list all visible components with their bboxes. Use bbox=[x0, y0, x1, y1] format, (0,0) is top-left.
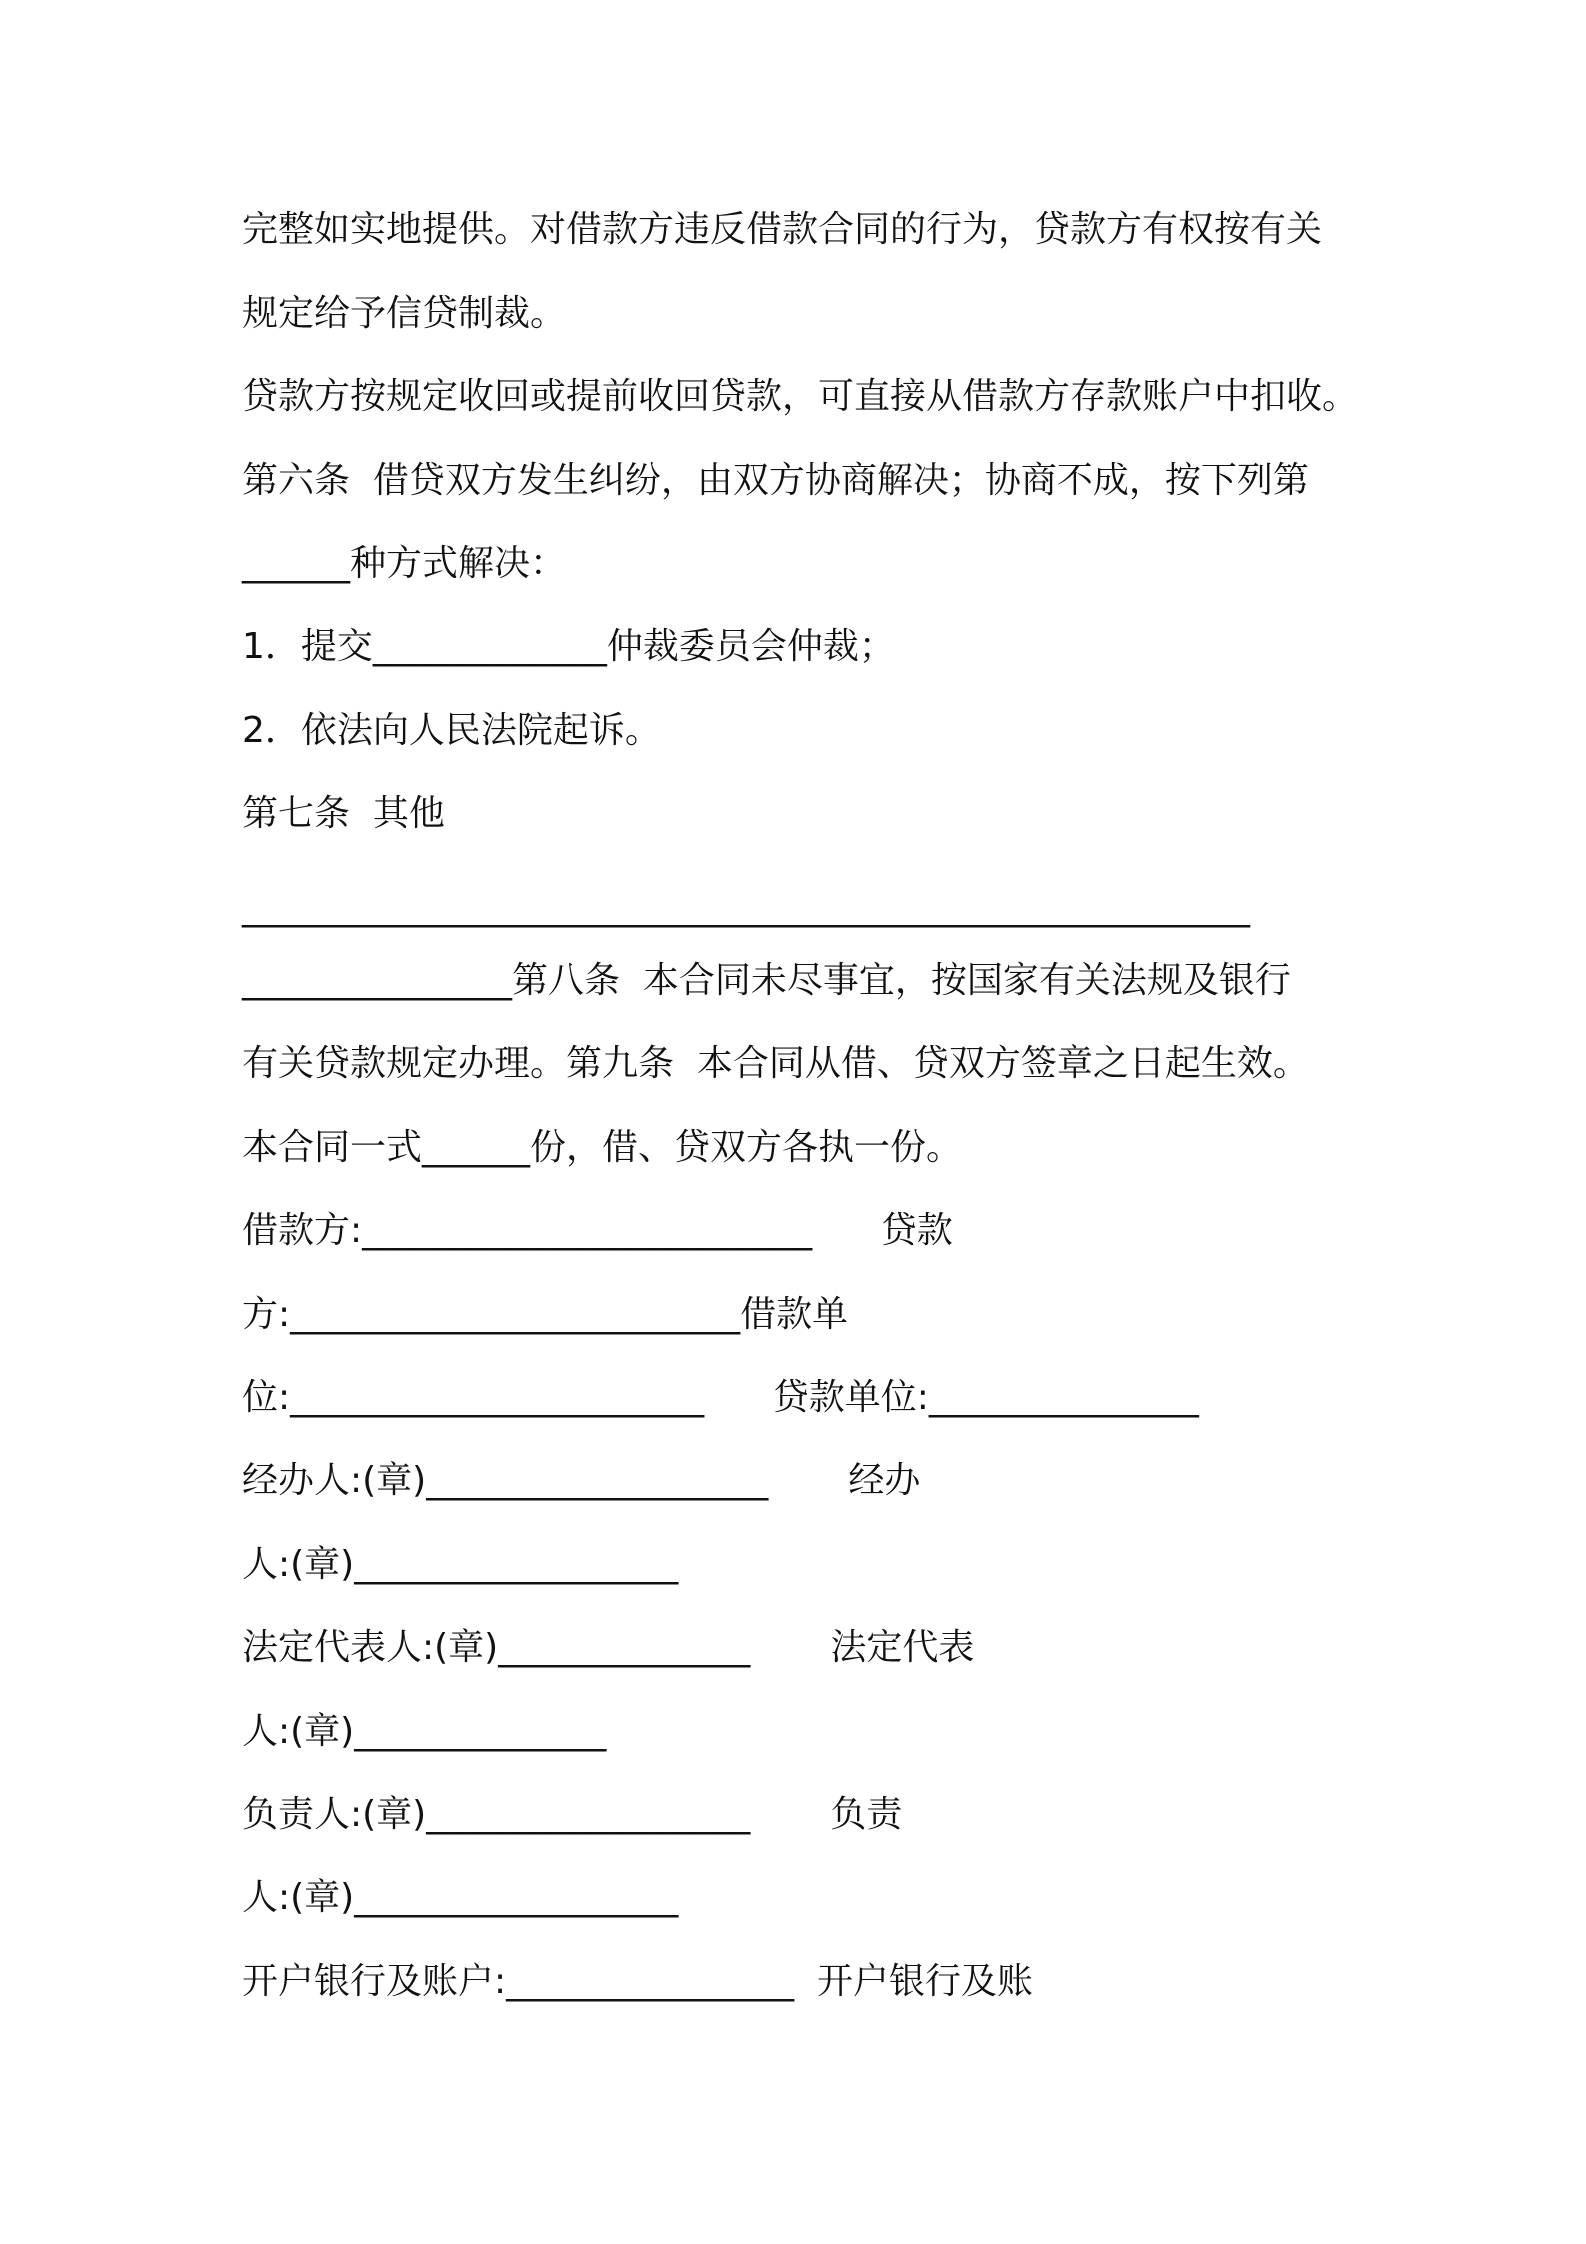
text-line: 位:_______________________ 贷款单位:_______________ bbox=[242, 1377, 1199, 1418]
text-line: _______________第八条 本合同未尽事宜，按国家有关法规及银行 bbox=[242, 960, 1291, 1001]
text-line: 法定代表人:(章)______________ 法定代表 bbox=[242, 1627, 975, 1668]
text-line: 借款方:_________________________ 贷款 bbox=[242, 1210, 953, 1251]
text-line: 贷款方按规定收回或提前收回贷款，可直接从借款方存款账户中扣收。 bbox=[242, 376, 1359, 417]
text-line: 完整如实地提供。对借款方违反借款合同的行为，贷款方有权按有关 bbox=[242, 209, 1323, 250]
text-line: 本合同一式______份，借、贷双方各执一份。 bbox=[242, 1127, 963, 1168]
text-line: ________________________________________________________ bbox=[242, 887, 1250, 928]
text-line: 第七条 其他 bbox=[242, 793, 445, 834]
text-line: 2．依法向人民法院起诉。 bbox=[242, 710, 661, 751]
text-line: 人:(章)__________________ bbox=[242, 1544, 679, 1585]
text-line: 有关贷款规定办理。第九条 本合同从借、贷双方签章之日起生效。 bbox=[242, 1043, 1309, 1084]
text-line: 第六条 借贷双方发生纠纷，由双方协商解决；协商不成，按下列第 bbox=[242, 460, 1309, 501]
text-line: ______种方式解决： bbox=[242, 543, 567, 584]
text-line: 开户银行及账户:________________ 开户银行及账 bbox=[242, 1961, 1034, 2002]
text-line: 人:(章)__________________ bbox=[242, 1877, 679, 1918]
text-line: 人:(章)______________ bbox=[242, 1711, 607, 1752]
text-line: 1．提交_____________仲裁委员会仲裁； bbox=[242, 626, 895, 667]
text-line: 负责人:(章)__________________ 负责 bbox=[242, 1794, 903, 1835]
text-line: 经办人:(章)___________________ 经办 bbox=[242, 1460, 921, 1501]
text-line: 规定给予信贷制裁。 bbox=[242, 293, 567, 334]
text-line: 方:_________________________借款单 bbox=[242, 1294, 849, 1335]
